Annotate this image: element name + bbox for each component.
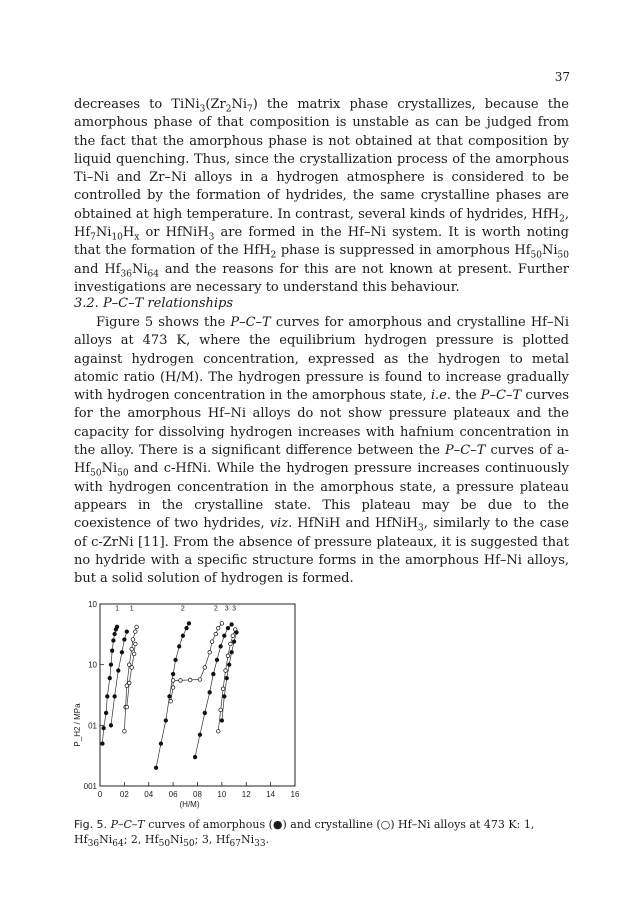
paragraph1-run-23: 36 bbox=[120, 269, 132, 280]
paragraph2-run-6: curves for the amorphous Hf–Ni alloys do not show pressure plateaux and the capacity for dissolving hydrogen increases with hafnium concentration in the alloy. There is a significant difference between the bbox=[74, 388, 569, 459]
point-5-6 bbox=[203, 666, 207, 670]
point-2-0 bbox=[123, 729, 127, 733]
point-3-3 bbox=[132, 652, 136, 656]
point-0-3 bbox=[106, 695, 110, 699]
x-tick-label-4: 08 bbox=[193, 790, 202, 799]
point-7-5 bbox=[229, 642, 233, 646]
series-line-1 bbox=[111, 632, 127, 726]
point-1-2 bbox=[116, 669, 120, 673]
paragraph1-run-7: 2 bbox=[559, 214, 565, 225]
caption-run-4: Ni bbox=[99, 833, 113, 846]
y-tick-label-2: 01 bbox=[88, 721, 97, 731]
paragraph1-run-14: or HfNiH bbox=[139, 225, 209, 241]
point-5-3 bbox=[179, 679, 183, 683]
x-tick-label-2: 04 bbox=[144, 790, 154, 799]
point-0-6 bbox=[110, 649, 114, 653]
caption-run-8: Ni bbox=[170, 833, 184, 846]
caption-run-11: 67 bbox=[229, 839, 241, 850]
point-1-3 bbox=[120, 650, 124, 654]
point-1-0 bbox=[109, 724, 113, 728]
paragraph-1 bbox=[74, 96, 569, 297]
point-6-9 bbox=[230, 623, 234, 627]
point-5-7 bbox=[208, 650, 212, 654]
paragraph1-run-16: are formed in the Hf–Ni system. It is worth noting that the formation of the HfH bbox=[74, 225, 569, 259]
point-7-2 bbox=[221, 687, 225, 691]
series-line-4 bbox=[156, 623, 189, 767]
point-5-5 bbox=[198, 678, 202, 682]
point-4-8 bbox=[185, 626, 189, 630]
series-line-6 bbox=[195, 625, 232, 758]
paragraph1-run-18: phase is suppressed in amorphous Hf bbox=[276, 243, 531, 259]
point-3-2 bbox=[130, 666, 134, 670]
x-tick-label-3: 06 bbox=[168, 790, 178, 799]
point-0-1 bbox=[102, 726, 106, 730]
paragraph2-run-12: and c-HfNi. While the hydrogen pressure increases continuously with hydrogen concentration in the amorphous state, a pressure plateau appears in the crystalline state. This plateau may be due to the coexistence of two hydrides, bbox=[74, 461, 569, 532]
point-5-2 bbox=[171, 679, 175, 683]
point-0-7 bbox=[112, 639, 116, 643]
point-8-3 bbox=[227, 663, 231, 667]
paragraph1-run-3: 2 bbox=[225, 104, 232, 115]
x-tick-label-8: 16 bbox=[290, 790, 300, 799]
caption-run-10: ; 3, Hf bbox=[194, 833, 230, 846]
point-4-0 bbox=[154, 766, 158, 770]
paragraph2-run-0: Figure 5 shows the bbox=[96, 315, 231, 330]
paragraph2-run-2: curves for amorphous and crystalline Hf–Ni alloys at 473 K, where the equilibrium hydrogen pressure is plotted against hydrogen concentration, expressed as the hydrogen to metal atomic ratio (H/M). The hydrogen pressure is found to increase gradually with hydrogen concentration in the amorphous state, bbox=[74, 315, 570, 404]
caption-run-9: 50 bbox=[183, 839, 195, 850]
point-7-1 bbox=[219, 708, 223, 712]
paragraph1-run-26: and the reasons for this are not known at present. Further investigations are necessary to understand this behaviour. bbox=[74, 261, 569, 295]
point-1-4 bbox=[123, 638, 127, 642]
point-1-5 bbox=[125, 630, 129, 634]
paragraph-2 bbox=[74, 314, 569, 588]
x-tick-label-7: 14 bbox=[266, 790, 276, 799]
y-tick-label-0: 10 bbox=[88, 600, 97, 609]
point-0-4 bbox=[108, 676, 112, 680]
x-tick-label-1: 02 bbox=[119, 790, 129, 799]
page-number: 37 bbox=[554, 70, 570, 84]
point-8-4 bbox=[230, 650, 234, 654]
point-4-3 bbox=[168, 695, 172, 699]
y-tick-label-1: 10 bbox=[88, 660, 97, 670]
figure-caption bbox=[74, 817, 569, 850]
caption-run-5: 64 bbox=[112, 839, 124, 850]
paragraph1-run-22: and Hf bbox=[74, 261, 121, 277]
paragraph1-run-9: 7 bbox=[90, 232, 96, 243]
caption-run-7: 50 bbox=[158, 839, 171, 850]
y-tick-label-3: 001 bbox=[83, 782, 97, 791]
section-heading: 3.2. P–C–T relationships bbox=[74, 296, 234, 311]
curve-label-1: 1 bbox=[129, 605, 134, 613]
point-6-1 bbox=[198, 733, 202, 737]
paragraph1-run-21: 50 bbox=[557, 250, 569, 261]
point-0-8 bbox=[113, 632, 117, 636]
paragraph2-run-10: Ni bbox=[101, 461, 118, 477]
point-5-8 bbox=[210, 640, 214, 644]
paragraph1-run-0: decreases to TiNi bbox=[74, 97, 200, 112]
point-2-7 bbox=[135, 625, 139, 629]
point-0-10 bbox=[115, 625, 119, 629]
paragraph1-run-13: x bbox=[134, 232, 140, 243]
caption-run-6: ; 2, Hf bbox=[123, 833, 159, 846]
plot-frame bbox=[100, 604, 295, 786]
point-8-6 bbox=[235, 631, 239, 635]
point-8-5 bbox=[232, 640, 236, 644]
point-6-3 bbox=[208, 691, 212, 695]
point-4-7 bbox=[181, 634, 185, 638]
paragraph1-run-19: 50 bbox=[530, 250, 542, 261]
paragraph2-run-9: 50 bbox=[90, 468, 102, 479]
point-5-4 bbox=[188, 678, 192, 682]
pct-chart bbox=[60, 596, 320, 816]
paragraph1-run-24: Ni bbox=[131, 261, 148, 277]
paragraph1-run-17: 2 bbox=[270, 250, 277, 261]
paragraph1-run-8: , Hf bbox=[74, 206, 569, 241]
point-8-2 bbox=[225, 676, 229, 680]
paragraph2-run-15: 3 bbox=[418, 523, 424, 534]
paragraph1-run-11: 10 bbox=[111, 232, 123, 243]
point-6-8 bbox=[226, 626, 230, 630]
x-tick-label-6: 12 bbox=[241, 790, 251, 799]
figure-5 bbox=[60, 596, 320, 816]
point-7-4 bbox=[226, 654, 230, 658]
x-tick-label-0: 0 bbox=[97, 790, 103, 799]
caption-run-3: 36 bbox=[87, 839, 100, 850]
point-1-1 bbox=[113, 695, 117, 699]
paragraph1-run-5: 7 bbox=[246, 104, 253, 115]
point-7-0 bbox=[216, 729, 220, 733]
point-8-1 bbox=[223, 695, 227, 699]
paragraph2-run-11: 50 bbox=[117, 468, 129, 479]
point-6-6 bbox=[219, 645, 223, 649]
paragraph1-run-2: (Zr bbox=[205, 97, 226, 112]
point-6-7 bbox=[223, 634, 227, 638]
paragraph2-run-14: HfNiH and HfNiH bbox=[292, 516, 419, 532]
paragraph1-run-15: 3 bbox=[208, 232, 215, 243]
paragraph2-run-4: the bbox=[451, 388, 481, 404]
point-0-0 bbox=[101, 742, 105, 746]
point-5-11 bbox=[220, 622, 224, 626]
x-axis-label: (H/M) bbox=[179, 800, 200, 809]
point-7-3 bbox=[224, 669, 228, 673]
curve-label-3: 2 bbox=[213, 605, 218, 613]
point-6-4 bbox=[212, 672, 216, 676]
caption-run-12: Ni bbox=[240, 833, 255, 846]
paragraph1-run-6: ) the matrix phase crystallizes, because the amorphous phase of that composition is unstable as can be judged from the fact that the amorphous phase is not obtained at that composition by liquid quenching. Thus, since the crystallization process of the amorphous Ti–Ni and Zr–Ni alloys in a hydrogen atmosphere is considered to be controlled by the formation of hydrides, the same crystalline phases are obtained at high temperature. In contrast, several kinds of hydrides, HfH bbox=[74, 97, 569, 222]
paragraph1-run-20: Ni bbox=[542, 243, 558, 259]
point-2-6 bbox=[134, 630, 138, 634]
point-5-10 bbox=[216, 626, 220, 630]
point-6-0 bbox=[193, 755, 197, 759]
paragraph1-run-10: Ni bbox=[95, 225, 112, 241]
curve-label-5: 3 bbox=[232, 605, 237, 613]
x-tick-label-5: 10 bbox=[217, 790, 227, 799]
point-4-1 bbox=[159, 742, 163, 746]
point-6-2 bbox=[203, 711, 207, 715]
paragraph1-run-4: Ni bbox=[231, 97, 247, 112]
point-2-4 bbox=[130, 647, 134, 651]
curve-label-0: 1 bbox=[115, 605, 120, 613]
point-4-5 bbox=[174, 658, 178, 662]
point-3-4 bbox=[134, 642, 138, 646]
curve-label-4: 3 bbox=[224, 605, 229, 613]
point-5-1 bbox=[171, 686, 175, 690]
point-3-0 bbox=[125, 705, 129, 709]
point-4-4 bbox=[171, 672, 175, 676]
paragraph2-run-1: P–C–T bbox=[230, 315, 271, 330]
paragraph2-run-3: i.e. bbox=[430, 388, 451, 404]
point-5-0 bbox=[169, 699, 173, 703]
caption-run-2: curves of amorphous (●) and crystalline (○) Hf–Ni alloys at 473 K: 1, Hf bbox=[74, 818, 535, 846]
point-8-0 bbox=[220, 719, 224, 723]
point-0-5 bbox=[109, 663, 113, 667]
caption-run-14: . bbox=[265, 833, 270, 846]
paragraph2-run-13: viz. bbox=[269, 516, 293, 532]
paragraph2-run-16: , similarly to the case of c-ZrNi [11]. From the absence of pressure plateaux, it is suggested that no hydride with a specific structure forms in the amorphous Hf–Ni alloys, but a solid solution of hydrogen is formed. bbox=[74, 516, 569, 587]
point-4-2 bbox=[164, 719, 168, 723]
paragraph1-run-1: 3 bbox=[199, 104, 206, 115]
point-6-5 bbox=[215, 658, 219, 662]
point-0-2 bbox=[104, 711, 108, 715]
point-5-9 bbox=[214, 632, 218, 636]
point-3-1 bbox=[127, 681, 131, 685]
point-4-6 bbox=[177, 645, 181, 649]
paragraph2-run-5: P–C–T bbox=[480, 388, 522, 404]
point-7-6 bbox=[231, 634, 235, 638]
point-2-5 bbox=[131, 638, 135, 642]
caption-run-1: P–C–T bbox=[110, 818, 145, 831]
caption-run-13: 33 bbox=[254, 839, 266, 850]
point-4-9 bbox=[187, 622, 191, 626]
caption-run-0: Fig. 5. bbox=[74, 818, 111, 831]
paragraph1-run-12: H bbox=[122, 225, 135, 241]
curve-label-2: 2 bbox=[180, 605, 185, 613]
paragraph2-run-8: curves of a-Hf bbox=[74, 443, 569, 477]
paragraph2-run-7: P–C–T bbox=[445, 443, 486, 459]
y-axis-label: P_H2 / MPa bbox=[73, 703, 82, 747]
paragraph1-run-25: 64 bbox=[147, 269, 159, 280]
